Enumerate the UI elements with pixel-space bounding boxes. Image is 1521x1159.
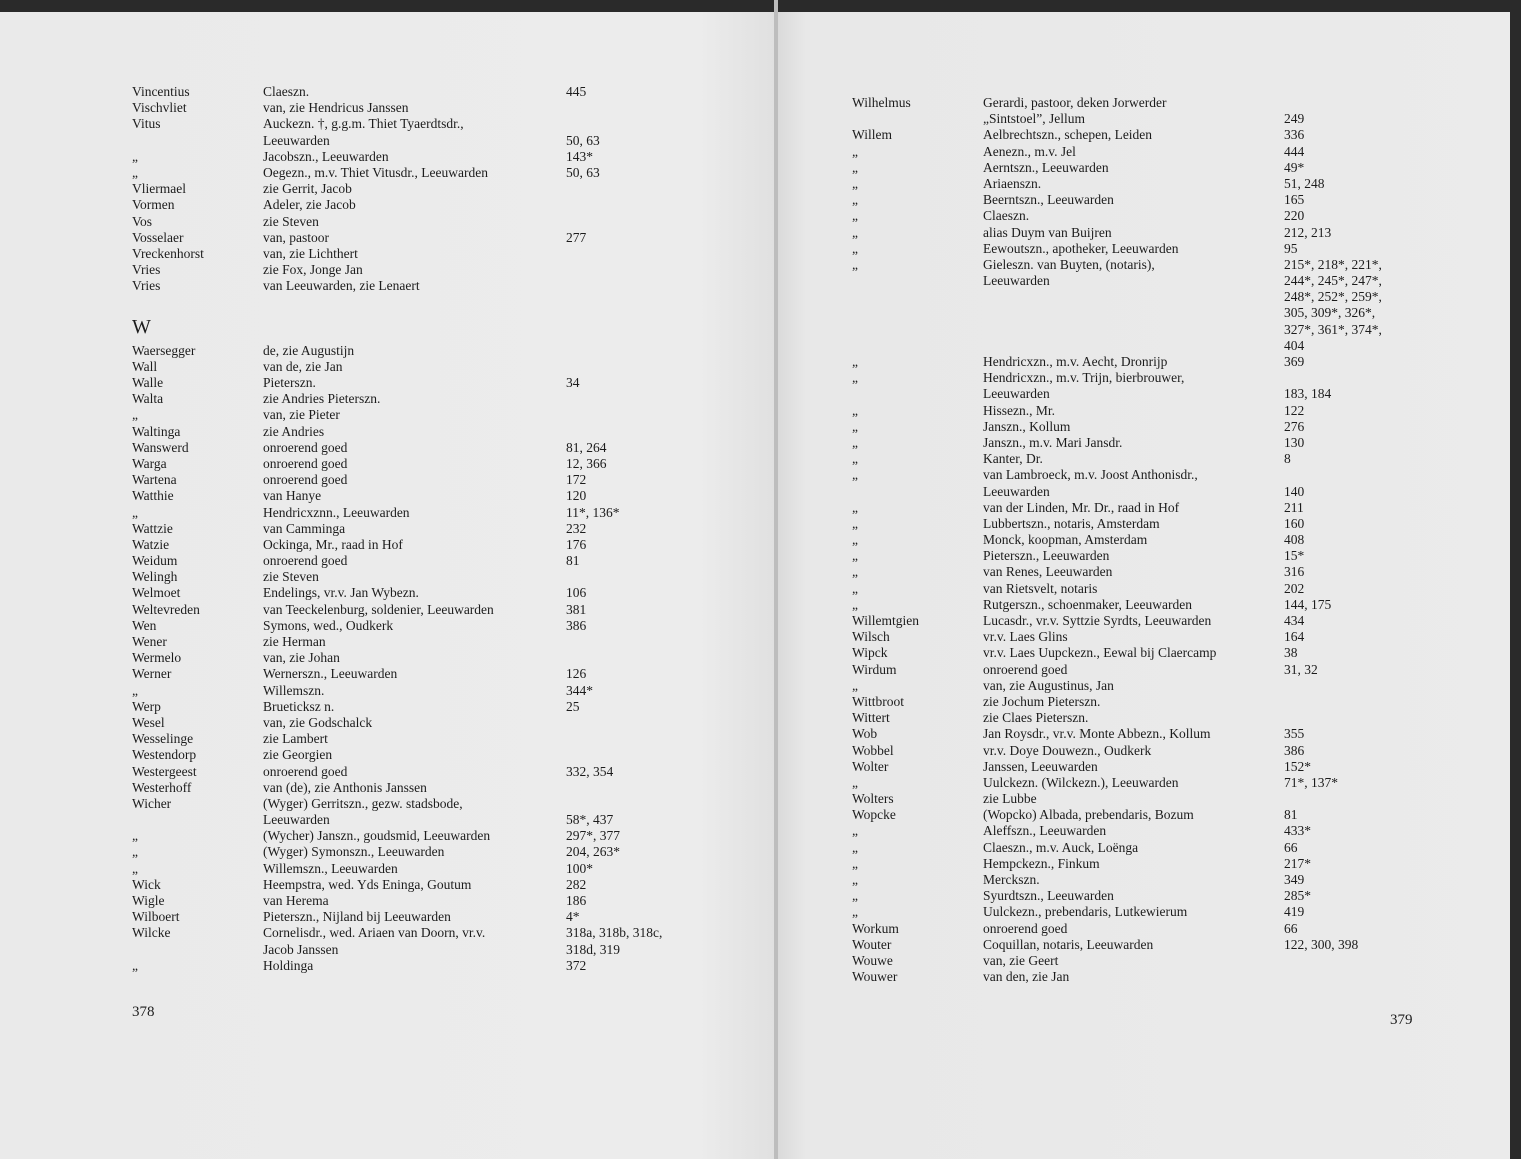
entry-name: „ — [852, 677, 858, 693]
entry-page-refs: 81, 264 — [566, 439, 607, 455]
entry-name: Westendorp — [132, 747, 197, 763]
entry-page-refs: 183, 184 — [1284, 386, 1332, 402]
entry-description: van Camminga — [263, 520, 346, 536]
entry-name: „ — [132, 504, 138, 520]
entry-description: (Wycher) Janszn., goudsmid, Leeuwarden — [263, 828, 491, 844]
entry-page-refs: 277 — [566, 229, 587, 245]
entry-description: zie Gerrit, Jacob — [263, 181, 352, 197]
entry-name: Wirdum — [852, 661, 897, 677]
entry-page-refs: 160 — [1284, 515, 1305, 531]
entry-page-refs: 327*, 361*, 374*, — [1284, 321, 1382, 337]
entry-name: Walle — [132, 375, 164, 390]
entry-description: onroerend goed — [983, 661, 1068, 677]
entry-name: Workum — [852, 920, 899, 936]
entry-page-refs: 318d, 319 — [566, 941, 620, 957]
entry-page-refs: 176 — [566, 536, 587, 552]
entry-page-refs: 144, 175 — [1284, 596, 1332, 612]
entry-description: Cornelisdr., wed. Ariaen van Doorn, vr.v. — [263, 925, 486, 941]
entry-name: „ — [852, 596, 858, 612]
entry-name: Wesselinge — [132, 731, 194, 747]
entry-description: Holdinga — [263, 957, 314, 973]
entry-page-refs: 12, 366 — [566, 455, 607, 471]
entry-name: „ — [852, 159, 858, 175]
entry-name: „ — [852, 888, 858, 904]
entry-description: Pieterszn., Leeuwarden — [983, 548, 1110, 564]
entry-description: „Sintstoel”, Jellum — [983, 111, 1085, 127]
book-gutter — [774, 0, 778, 1159]
entry-page-refs: 305, 309*, 326*, — [1284, 305, 1376, 321]
entry-name: Wanswerd — [132, 439, 189, 455]
entry-name: „ — [852, 240, 858, 256]
entry-page-refs: 318a, 318b, 318c, — [566, 925, 663, 941]
entry-page-refs: 172 — [566, 472, 587, 488]
entry-page-refs: 130 — [1284, 434, 1305, 450]
entry-page-refs: 212, 213 — [1284, 224, 1332, 240]
entry-description: van, zie Augustinus, Jan — [983, 677, 1114, 693]
entry-description: onroerend goed — [263, 439, 348, 455]
entry-description: Leeuwarden — [263, 132, 330, 148]
entry-name: Vos — [132, 213, 153, 229]
entry-description: Lucasdr., vr.v. Syttzie Syrdts, Leeuwarden — [983, 613, 1212, 628]
entry-page-refs: 434 — [1284, 613, 1305, 628]
entry-page-refs: 186 — [566, 893, 587, 908]
entry-page-refs: 386 — [566, 617, 587, 633]
entry-description: onroerend goed — [983, 920, 1068, 936]
entry-page-refs: 66 — [1284, 839, 1298, 855]
entry-name: „ — [852, 467, 858, 483]
right-page — [776, 12, 1521, 1159]
entry-name: Wolter — [852, 758, 889, 774]
entry-name: Vreckenhorst — [132, 245, 204, 261]
entry-name: Wittert — [852, 710, 890, 726]
entry-description: Rutgerszn., schoenmaker, Leeuwarden — [983, 596, 1192, 612]
entry-name: „ — [852, 580, 858, 596]
entry-name: Wilcke — [132, 925, 171, 941]
entry-name: Wouwe — [852, 952, 893, 968]
entry-name: Werner — [132, 666, 172, 682]
entry-page-refs: 58*, 437 — [566, 812, 614, 828]
entry-name: Wopcke — [852, 807, 896, 823]
entry-page-refs: 140 — [1284, 483, 1305, 499]
entry-name: „ — [852, 532, 858, 548]
entry-name: Wouter — [852, 936, 892, 952]
entry-description: van der Linden, Mr. Dr., raad in Hof — [983, 499, 1180, 515]
entry-description: onroerend goed — [263, 455, 348, 471]
entry-name: „ — [852, 256, 858, 272]
entry-name: „ — [852, 224, 858, 240]
entry-description: Uulckezn., prebendaris, Lutkewierum — [983, 904, 1188, 920]
entry-page-refs: 8 — [1284, 451, 1291, 467]
entry-page-refs: 344* — [566, 682, 593, 698]
entry-description: Gerardi, pastoor, deken Jorwerder — [983, 95, 1167, 110]
entry-description: Brueticksz n. — [263, 698, 335, 714]
entry-description: van, zie Johan — [263, 650, 340, 666]
entry-description: van, zie Hendricus Janssen — [263, 100, 409, 116]
entry-description: van (de), zie Anthonis Janssen — [263, 779, 427, 795]
entry-name: „ — [852, 192, 858, 208]
entry-name: „ — [132, 860, 138, 876]
entry-description: zie Steven — [263, 213, 319, 229]
entry-name: Vries — [132, 278, 161, 294]
entry-description: Ariaenszn. — [983, 175, 1042, 191]
entry-page-refs: 4* — [566, 909, 580, 925]
entry-page-refs: 355 — [1284, 726, 1305, 742]
entry-description: Pieterszn., Nijland bij Leeuwarden — [263, 909, 451, 925]
entry-description: Aenezn., m.v. Jel — [983, 143, 1076, 159]
entry-description: van, zie Godschalck — [263, 714, 373, 730]
entry-page-refs: 164 — [1284, 629, 1305, 645]
entry-page-refs: 143* — [566, 148, 593, 164]
entry-page-refs: 51, 248 — [1284, 175, 1325, 191]
entry-description: zie Jochum Pieterszn. — [983, 693, 1101, 709]
entry-description: Hendricxzn., m.v. Aecht, Dronrijp — [983, 354, 1168, 369]
entry-description: van Leeuwarden, zie Lenaert — [263, 278, 420, 294]
entry-name: „ — [852, 434, 858, 450]
entry-page-refs: 285* — [1284, 888, 1311, 904]
entry-description: van Teeckelenburg, soldenier, Leeuwarden — [263, 601, 494, 617]
entry-description: Jacobszn., Leeuwarden — [263, 148, 389, 164]
entry-description: Janszn., Kollum — [983, 418, 1071, 434]
entry-page-refs: 11*, 136* — [566, 504, 620, 520]
entry-name: Westerhoff — [132, 779, 192, 795]
entry-description: (Wyger) Symonszn., Leeuwarden — [263, 844, 445, 860]
entry-page-refs: 122 — [1284, 402, 1305, 418]
entry-description: van Rietsvelt, notaris — [983, 580, 1098, 596]
entry-name: „ — [852, 548, 858, 564]
entry-page-refs: 66 — [1284, 920, 1298, 936]
entry-description: zie Claes Pieterszn. — [983, 710, 1089, 726]
entry-description: zie Lambert — [263, 731, 328, 747]
entry-description: van de, zie Jan — [263, 358, 343, 374]
entry-name: Wartena — [132, 472, 177, 488]
entry-page-refs: 444 — [1284, 143, 1305, 159]
entry-name: Wesel — [132, 714, 165, 730]
entry-page-refs: 106 — [566, 585, 587, 601]
entry-description: Pieterszn. — [263, 375, 316, 390]
entry-description: van Herema — [263, 893, 329, 908]
entry-description: Aelbrechtszn., schepen, Leiden — [983, 127, 1153, 143]
entry-description: Auckezn. †, g.g.m. Thiet Tyaerdtsdr., — [263, 116, 464, 132]
entry-page-refs: 297*, 377 — [566, 828, 620, 844]
entry-name: „ — [852, 904, 858, 920]
entry-page-refs: 248*, 252*, 259*, — [1284, 289, 1382, 305]
entry-name: Walta — [132, 391, 164, 407]
entry-description: Willemszn. — [263, 682, 325, 698]
entry-name: „ — [852, 418, 858, 434]
entry-description: zie Herman — [263, 634, 326, 649]
entry-description: Oegezn., m.v. Thiet Vitusdr., Leeuwarden — [263, 164, 489, 180]
entry-name: Wen — [132, 617, 157, 633]
entry-description: Hendricxznn., Leeuwarden — [263, 504, 410, 520]
entry-page-refs: 211 — [1284, 499, 1304, 515]
entry-description: Janszn., m.v. Mari Jansdr. — [983, 434, 1123, 450]
entry-name: „ — [852, 564, 858, 580]
entry-page-refs: 244*, 245*, 247*, — [1284, 273, 1382, 289]
entry-page-refs: 445 — [566, 84, 587, 99]
entry-description: alias Duym van Buijren — [983, 224, 1112, 240]
entry-page-refs: 38 — [1284, 645, 1298, 661]
entry-name: „ — [852, 370, 858, 386]
entry-description: Heempstra, wed. Yds Eninga, Goutum — [263, 876, 472, 892]
entry-name: Wall — [132, 358, 158, 374]
entry-description: Claeszn., m.v. Auck, Loënga — [983, 839, 1139, 855]
entry-name: Vosselaer — [132, 229, 184, 245]
entry-page-refs: 408 — [1284, 532, 1305, 548]
entry-page-refs: 122, 300, 398 — [1284, 936, 1359, 952]
entry-name: Waersegger — [132, 342, 196, 358]
entry-description: Leeuwarden — [263, 812, 330, 828]
entry-page-refs: 217* — [1284, 855, 1311, 871]
entry-name: Watthie — [132, 488, 174, 504]
entry-description: Wernerszn., Leeuwarden — [263, 666, 398, 682]
entry-name: Wouwer — [852, 969, 898, 985]
entry-page-refs: 95 — [1284, 240, 1298, 256]
entry-name: Welmoet — [132, 585, 181, 601]
entry-description: Aerntszn., Leeuwarden — [983, 159, 1109, 175]
entry-description: van Hanye — [263, 488, 322, 504]
entry-name: Vormen — [132, 197, 175, 213]
entry-name: „ — [852, 208, 858, 224]
entry-description: Beerntszn., Leeuwarden — [983, 192, 1114, 208]
entry-page-refs: 386 — [1284, 742, 1305, 758]
entry-name: Weltevreden — [132, 601, 200, 617]
entry-description: onroerend goed — [263, 763, 348, 779]
entry-name: Wipck — [852, 645, 888, 661]
entry-page-refs: 152* — [1284, 758, 1311, 774]
entry-description: Janssen, Leeuwarden — [983, 758, 1098, 774]
entry-description: Claeszn. — [263, 84, 310, 99]
entry-page-refs: 202 — [1284, 580, 1305, 596]
entry-page-refs: 31, 32 — [1284, 661, 1318, 677]
entry-name: Wattzie — [132, 520, 173, 536]
entry-page-refs: 220 — [1284, 208, 1305, 224]
entry-name: Willemtgien — [852, 613, 919, 628]
entry-description: Hendricxzn., m.v. Trijn, bierbrouwer, — [983, 370, 1185, 386]
entry-page-refs: 433* — [1284, 823, 1311, 839]
entry-description: Leeuwarden — [983, 386, 1050, 402]
entry-description: Claeszn. — [983, 208, 1030, 224]
entry-page-refs: 71*, 137* — [1284, 774, 1338, 790]
entry-name: „ — [852, 774, 858, 790]
entry-description: zie Lubbe — [983, 791, 1037, 807]
entry-name: „ — [852, 872, 858, 887]
entry-description: van den, zie Jan — [983, 969, 1070, 985]
entry-page-refs: 282 — [566, 876, 587, 892]
entry-description: Merckszn. — [983, 872, 1040, 887]
entry-description: van Renes, Leeuwarden — [983, 564, 1113, 580]
entry-description: zie Georgien — [263, 747, 333, 763]
entry-name: „ — [852, 515, 858, 531]
entry-page-refs: 369 — [1284, 354, 1305, 369]
entry-name: Warga — [132, 455, 167, 471]
entry-page-refs: 49* — [1284, 159, 1305, 175]
entry-name: „ — [852, 451, 858, 467]
scan-right-border — [1510, 0, 1521, 1159]
entry-page-refs: 126 — [566, 666, 587, 682]
entry-description: Symons, wed., Oudkerk — [263, 617, 394, 633]
entry-name: „ — [852, 354, 858, 369]
entry-name: „ — [852, 839, 858, 855]
entry-page-refs: 232 — [566, 520, 587, 536]
entry-name: Vitus — [132, 116, 161, 132]
entry-page-refs: 215*, 218*, 221*, — [1284, 256, 1382, 272]
entry-description: Kanter, Dr. — [983, 451, 1043, 467]
entry-name: Wilsch — [852, 629, 890, 645]
entry-description: Endelings, vr.v. Jan Wybezn. — [263, 585, 419, 601]
entry-name: „ — [852, 175, 858, 191]
entry-name: Wob — [852, 726, 878, 742]
entry-description: Leeuwarden — [983, 483, 1050, 499]
entry-description: de, zie Augustijn — [263, 342, 355, 358]
entry-name: Westergeest — [132, 763, 197, 779]
right-page-number: 379 — [1390, 1012, 1413, 1028]
entry-description: (Wopcko) Albada, prebendaris, Bozum — [983, 807, 1194, 823]
entry-name: „ — [132, 164, 138, 180]
entry-description: onroerend goed — [263, 472, 348, 488]
entry-description: zie Fox, Jonge Jan — [263, 262, 363, 278]
entry-name: „ — [852, 855, 858, 871]
entry-description: Ockinga, Mr., raad in Hof — [263, 536, 403, 552]
entry-description: Jacob Janssen — [263, 941, 339, 957]
entry-description: Uulckezn. (Wilckezn.), Leeuwarden — [983, 774, 1179, 790]
entry-name: Willem — [852, 127, 892, 143]
entry-name: Vries — [132, 262, 161, 278]
entry-page-refs: 249 — [1284, 111, 1305, 127]
entry-name: Wicher — [132, 795, 172, 811]
entry-page-refs: 381 — [566, 601, 587, 617]
entry-description: Hissezn., Mr. — [983, 402, 1055, 418]
entry-description: Willemszn., Leeuwarden — [263, 860, 398, 876]
entry-name: Weidum — [132, 553, 178, 569]
entry-description: vr.v. Laes Glins — [983, 629, 1068, 645]
entry-description: Coquillan, notaris, Leeuwarden — [983, 936, 1154, 952]
entry-name: Vischvliet — [132, 100, 187, 116]
entry-page-refs: 336 — [1284, 127, 1305, 143]
entry-name: „ — [132, 682, 138, 698]
entry-description: vr.v. Laes Uupckezn., Eewal bij Claercamp — [983, 645, 1217, 661]
entry-page-refs: 81 — [566, 553, 580, 569]
entry-description: zie Andries Pieterszn. — [263, 391, 381, 407]
entry-name: Wolters — [852, 791, 894, 807]
entry-description: Aleffszn., Leeuwarden — [983, 823, 1107, 839]
entry-name: „ — [132, 957, 138, 973]
left-page-number: 378 — [132, 1004, 155, 1020]
entry-page-refs: 316 — [1284, 564, 1305, 580]
entry-page-refs: 34 — [566, 375, 580, 390]
entry-name: „ — [852, 823, 858, 839]
entry-page-refs: 404 — [1284, 337, 1305, 353]
entry-name: Wilboert — [132, 909, 180, 925]
entry-description: van, zie Geert — [983, 952, 1059, 968]
entry-name: „ — [852, 143, 858, 159]
entry-name: Werp — [132, 698, 161, 714]
entry-page-refs: 50, 63 — [566, 132, 600, 148]
entry-name: „ — [132, 148, 138, 164]
entry-description: Jan Roysdr., vr.v. Monte Abbezn., Kollum — [983, 726, 1211, 742]
entry-description: van Lambroeck, m.v. Joost Anthonisdr., — [983, 467, 1198, 483]
entry-page-refs: 276 — [1284, 418, 1305, 434]
entry-name: Wittbroot — [852, 693, 904, 709]
entry-description: zie Steven — [263, 569, 319, 585]
entry-name: „ — [132, 844, 138, 860]
entry-page-refs: 204, 263* — [566, 844, 620, 860]
entry-description: van, zie Pieter — [263, 407, 340, 423]
entry-page-refs: 165 — [1284, 192, 1305, 208]
entry-description: Adeler, zie Jacob — [263, 197, 356, 213]
entry-name: Wobbel — [852, 742, 894, 758]
entry-description: onroerend goed — [263, 553, 348, 569]
entry-name: Vliermael — [132, 181, 186, 197]
entry-page-refs: 15* — [1284, 548, 1305, 564]
entry-description: Monck, koopman, Amsterdam — [983, 532, 1148, 548]
entry-page-refs: 419 — [1284, 904, 1305, 920]
entry-name: „ — [132, 828, 138, 844]
entry-description: zie Andries — [263, 423, 325, 439]
entry-description: van, zie Lichthert — [263, 245, 358, 261]
entry-page-refs: 25 — [566, 698, 580, 714]
section-letter: W — [132, 315, 151, 338]
entry-name: Wilhelmus — [852, 95, 911, 110]
entry-name: „ — [852, 499, 858, 515]
scan-top-border — [0, 0, 1521, 12]
entry-page-refs: 81 — [1284, 807, 1298, 823]
entry-name: Watzie — [132, 536, 170, 552]
entry-description: Gieleszn. van Buyten, (notaris), — [983, 256, 1155, 272]
entry-name: Wermelo — [132, 650, 182, 666]
entry-name: Vincentius — [132, 84, 190, 99]
entry-name: Welingh — [132, 569, 178, 585]
entry-description: Leeuwarden — [983, 273, 1050, 289]
entry-description: van, pastoor — [263, 229, 329, 245]
entry-description: (Wyger) Gerritszn., gezw. stadsbode, — [263, 795, 463, 811]
entry-name: „ — [852, 402, 858, 418]
entry-description: Lubbertszn., notaris, Amsterdam — [983, 515, 1160, 531]
entry-page-refs: 100* — [566, 860, 593, 876]
entry-page-refs: 50, 63 — [566, 164, 600, 180]
entry-description: Eewoutszn., apotheker, Leeuwarden — [983, 240, 1179, 256]
entry-name: Wick — [132, 876, 161, 892]
entry-name: Waltinga — [132, 423, 181, 439]
entry-page-refs: 349 — [1284, 872, 1305, 887]
entry-description: Syurdtszn., Leeuwarden — [983, 888, 1114, 904]
entry-name: Wener — [132, 634, 167, 649]
entry-name: Wigle — [132, 893, 165, 908]
entry-page-refs: 332, 354 — [566, 763, 614, 779]
entry-page-refs: 372 — [566, 957, 587, 973]
entry-page-refs: 120 — [566, 488, 587, 504]
entry-name: „ — [132, 407, 138, 423]
entry-description: Hempckezn., Finkum — [983, 855, 1100, 871]
entry-description: vr.v. Doye Douwezn., Oudkerk — [983, 742, 1152, 758]
